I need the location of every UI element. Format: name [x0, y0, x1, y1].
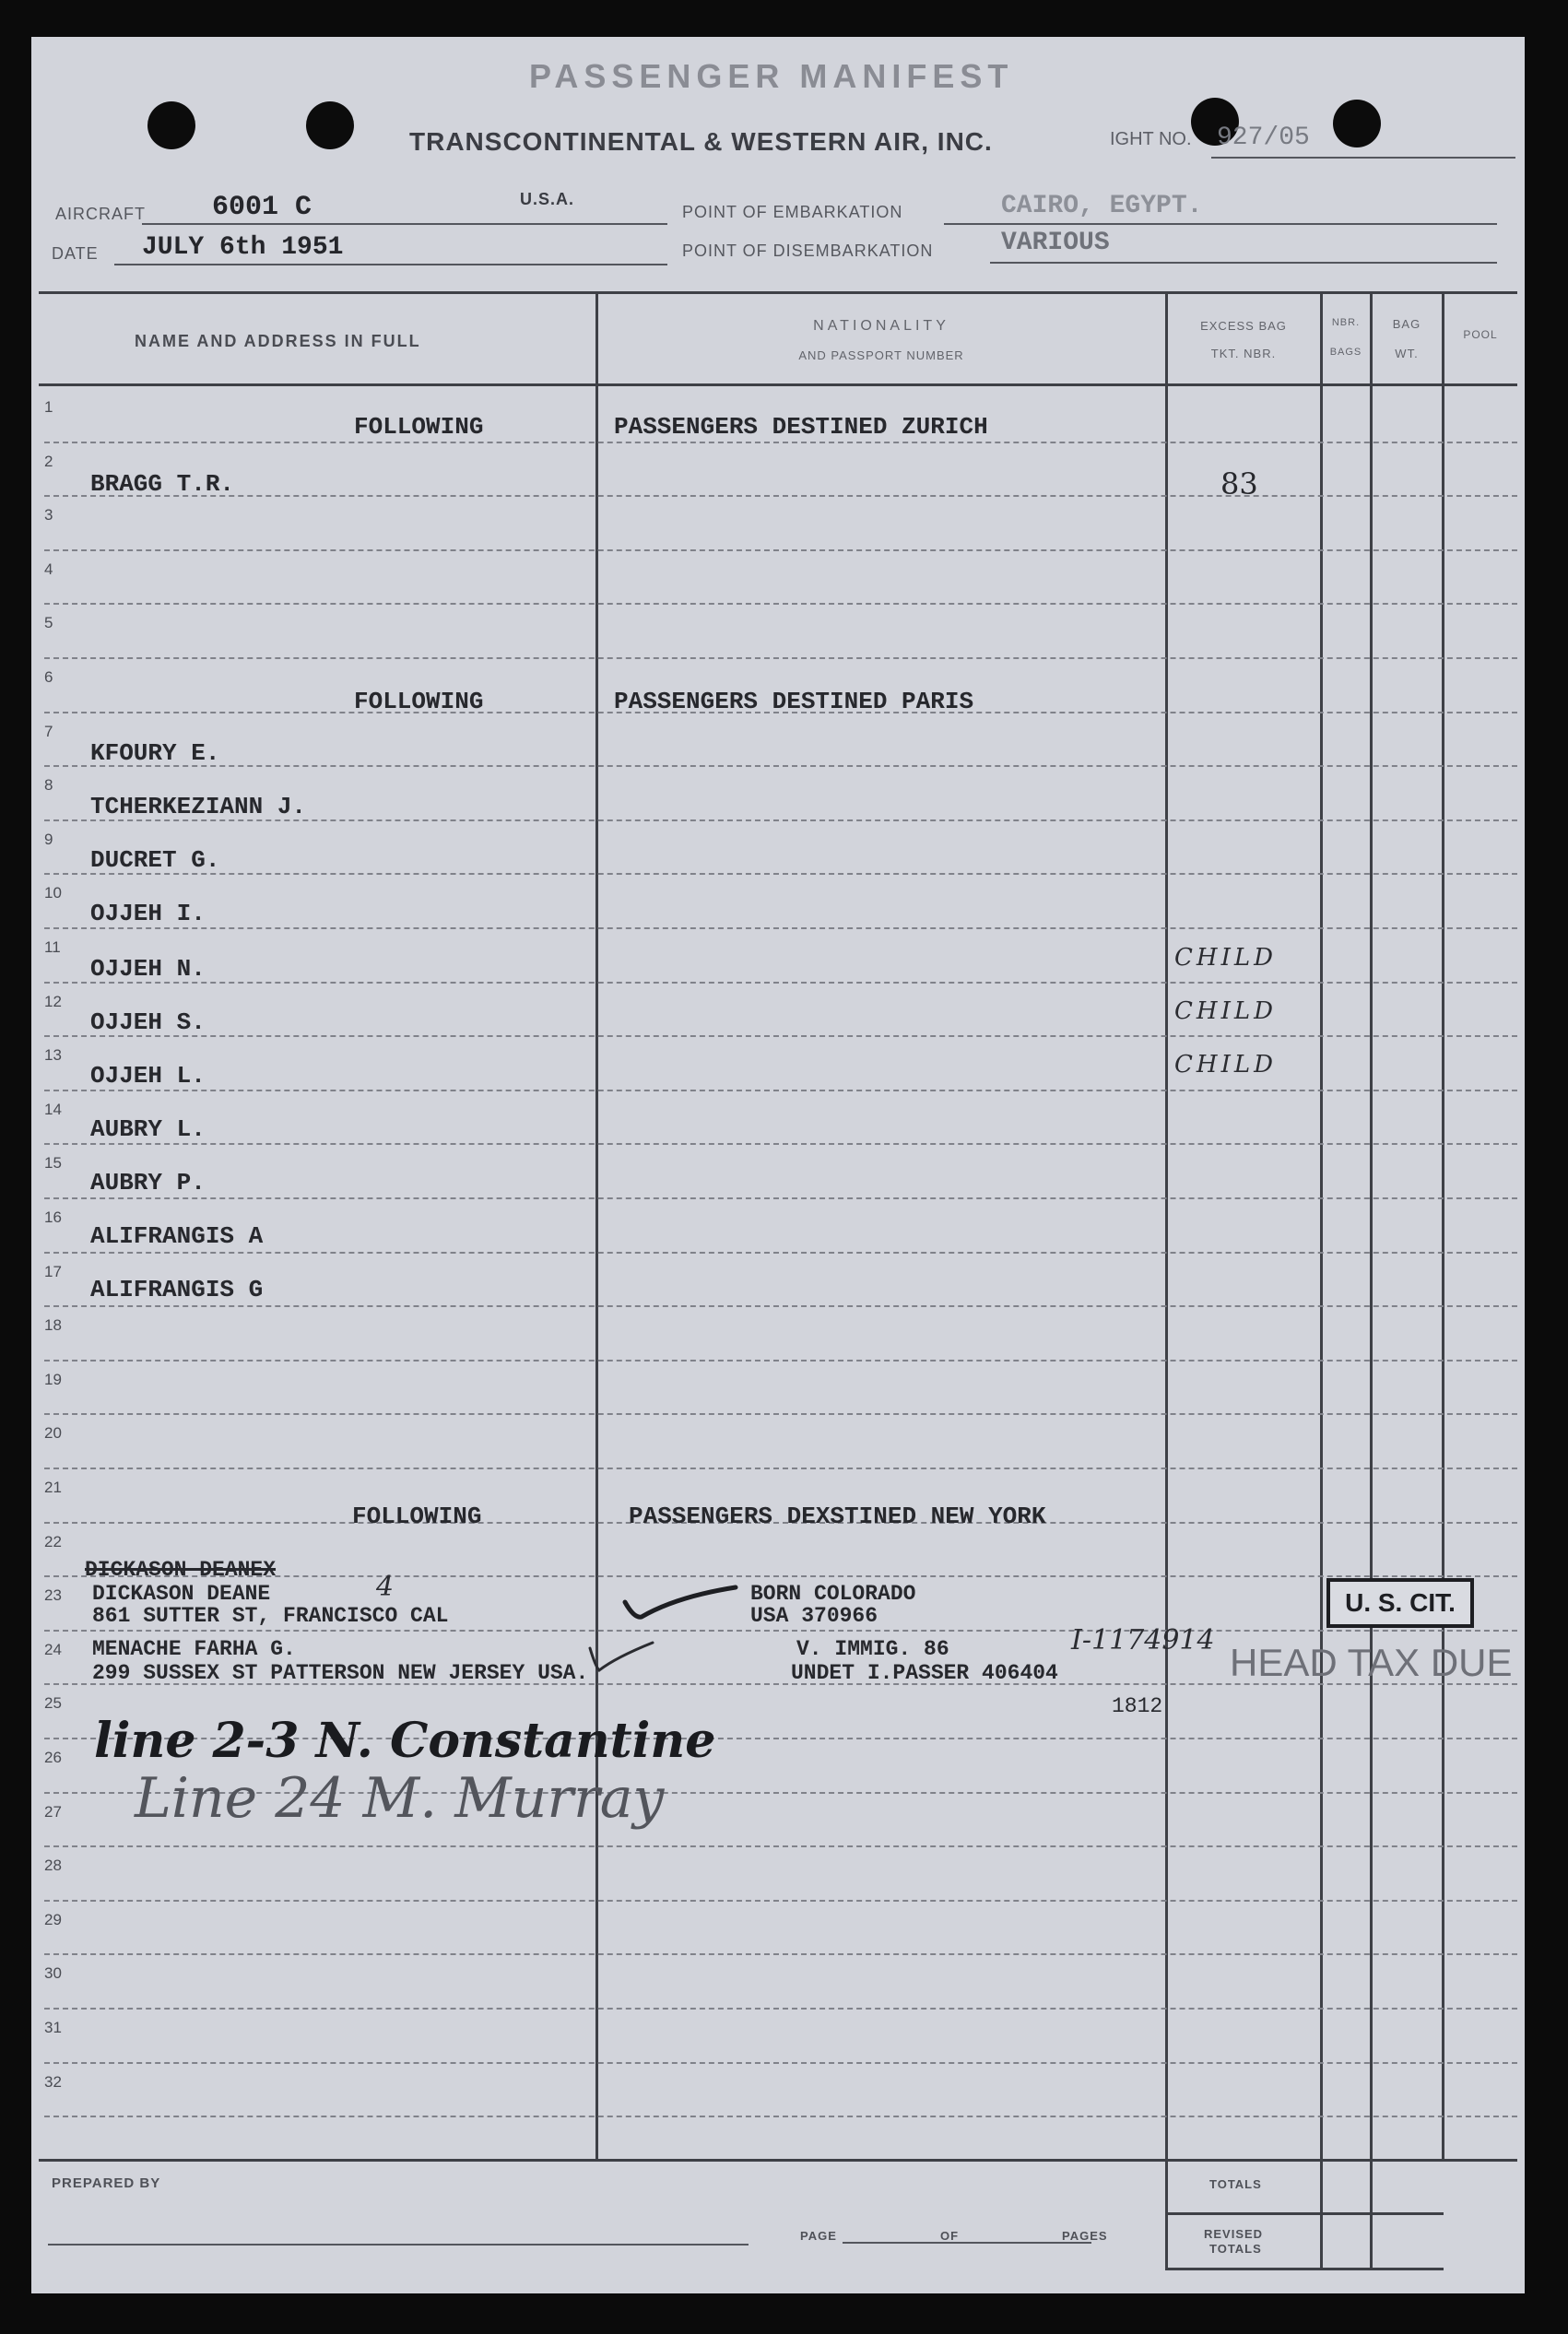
row-number: 20 [44, 1424, 62, 1443]
row-number: 27 [44, 1802, 62, 1821]
of-label: OF [940, 2229, 960, 2243]
row-line [44, 1252, 1517, 1254]
row-number: 6 [44, 668, 53, 686]
passenger-name: OJJEH N. [90, 955, 206, 983]
prepared-by-line [48, 2244, 749, 2246]
aircraft-value: 6001 C [212, 192, 312, 223]
passenger-name: AUBRY P. [90, 1169, 206, 1196]
usa-label: U.S.A. [520, 190, 575, 208]
col-divider-bag [1442, 293, 1444, 2159]
col-header-bag: BAG [1392, 317, 1421, 331]
row-number: 2 [44, 452, 53, 470]
row-line [44, 1413, 1517, 1415]
struck-name: DICKASON DEANEX [85, 1558, 277, 1582]
embarkation-label: POINT OF EMBARKATION [682, 203, 903, 221]
row-line [44, 1090, 1517, 1091]
passenger-excess-note: CHILD [1174, 997, 1277, 1025]
row-line [44, 873, 1517, 875]
row-line [44, 1305, 1517, 1307]
section-destination-newyork: PASSENGERS DEXSTINED NEW YORK [629, 1503, 1046, 1530]
row-number: 19 [44, 1370, 62, 1388]
row-number: 9 [44, 830, 53, 848]
section-following-newyork: FOLLOWING [352, 1503, 482, 1530]
head-tax-due-stamp: HEAD TAX DUE [1230, 1641, 1513, 1684]
row-line [44, 1360, 1517, 1362]
ny-passenger-1-address: 861 SUTTER ST, FRANCISCO CAL [92, 1604, 449, 1628]
row-number: 11 [44, 938, 61, 956]
row-number: 8 [44, 776, 53, 795]
punch-hole-4 [1333, 100, 1381, 147]
embarkation-value: CAIRO, EGYPT. [1001, 192, 1203, 220]
col-divider-nbr [1370, 293, 1373, 2269]
date-value: JULY 6th 1951 [142, 233, 344, 262]
passenger-name: TCHERKEZIANN J. [90, 793, 307, 820]
ny-passenger-1-nationality: BORN COLORADO [750, 1582, 916, 1606]
passenger-name: OJJEH I. [90, 900, 206, 927]
row-number: 14 [44, 1100, 62, 1118]
ny-passenger-2-immigration-number: I-1174914 [1071, 1624, 1215, 1656]
page-title: PASSENGER MANIFEST [529, 57, 1014, 95]
check-mark-icon [584, 1639, 658, 1685]
row-number: 17 [44, 1262, 62, 1280]
row-line [44, 442, 1517, 443]
col-header-pool: POOL [1463, 328, 1498, 341]
row-number: 16 [44, 1208, 62, 1226]
totals-divider [1165, 2212, 1444, 2215]
col-divider-excess [1320, 293, 1323, 2269]
row-line [44, 2062, 1517, 2064]
ny-passenger-1-mark: 4 [376, 1571, 395, 1603]
us-citizen-stamp: U. S. CIT. [1326, 1578, 1474, 1628]
col-header-nationality: NATIONALITY [813, 318, 949, 334]
passenger-name: DUCRET G. [90, 846, 220, 874]
header-bottom-border [39, 383, 1517, 386]
row-line [44, 1197, 1517, 1199]
date-label: DATE [52, 244, 99, 263]
footer-bottom-border [1165, 2268, 1444, 2270]
row-number: 29 [44, 1910, 62, 1928]
signature-line-23: line 2-3 N. Constantine [94, 1713, 716, 1769]
row-number: 21 [44, 1479, 62, 1496]
row-number: 13 [44, 1046, 62, 1065]
flight-underline [1211, 157, 1515, 159]
row-line [44, 765, 1517, 767]
passenger-name: AUBRY L. [90, 1115, 206, 1143]
passenger-name: ALIFRANGIS A [90, 1222, 264, 1250]
ny-passenger-2-address: 299 SUSSEX ST PATTERSON NEW JERSEY USA. [92, 1661, 589, 1685]
ny-passenger-2-immigration: V. IMMIG. 86 [796, 1637, 949, 1661]
row-line [44, 1143, 1517, 1145]
manifest-page [31, 37, 1525, 2293]
page-label: PAGE [800, 2229, 837, 2243]
row-number: 25 [44, 1694, 62, 1713]
passenger-excess-note: CHILD [1174, 944, 1277, 972]
row-line [44, 603, 1517, 605]
row-number: 23 [44, 1586, 62, 1605]
airline-name: TRANSCONTINENTAL & WESTERN AIR, INC. [409, 127, 993, 156]
revised-label: REVISED [1204, 2227, 1264, 2241]
punch-hole-1 [147, 101, 195, 149]
col-header-bag-sub: WT. [1395, 347, 1419, 360]
row-number: 32 [44, 2072, 62, 2091]
row-number: 1 [44, 398, 53, 416]
passenger-excess-value: 83 [1220, 466, 1258, 501]
passenger-name: ALIFRANGIS G [90, 1276, 264, 1303]
ny-passenger-2-passer: UNDET I.PASSER 406404 [791, 1661, 1058, 1685]
col-header-nbr-sub: BAGS [1329, 347, 1362, 358]
row-line [44, 1845, 1517, 1847]
passenger-excess-note: CHILD [1174, 1051, 1277, 1079]
row-number: 31 [44, 2019, 62, 2036]
col-header-excess-sub: TKT. NBR. [1210, 347, 1277, 360]
table-top-border [39, 291, 1517, 294]
passenger-name: BRAGG T.R. [90, 470, 235, 498]
ny-passenger-2-code: 1812 [1112, 1694, 1163, 1718]
col-divider-name [595, 293, 598, 2159]
embarkation-underline [944, 223, 1497, 225]
signature-line-24: Line 24 M. Murray [135, 1766, 665, 1831]
row-line [44, 657, 1517, 659]
aircraft-label: AIRCRAFT [55, 205, 146, 223]
col-header-name: NAME AND ADDRESS IN FULL [135, 332, 421, 350]
row-number: 28 [44, 1857, 62, 1875]
disembarkation-label: POINT OF DISEMBARKATION [682, 242, 934, 260]
col-header-nationality-sub: AND PASSPORT NUMBER [798, 348, 964, 362]
row-line [44, 1035, 1517, 1037]
passenger-name: KFOURY E. [90, 739, 220, 767]
row-line [44, 927, 1517, 929]
prepared-by-label: PREPARED BY [52, 2175, 161, 2191]
row-line [44, 1630, 1517, 1632]
aircraft-underline [142, 223, 667, 225]
section-destination-paris: PASSENGERS DESTINED PARIS [614, 688, 974, 715]
row-number: 24 [44, 1640, 62, 1658]
row-line [44, 549, 1517, 551]
row-number: 30 [44, 1964, 62, 1983]
totals-label: TOTALS [1209, 2177, 1262, 2191]
row-number: 18 [44, 1316, 62, 1335]
row-number: 3 [44, 506, 53, 525]
flight-no-value: 927/05 [1217, 124, 1310, 152]
row-number: 4 [44, 560, 53, 578]
row-line [44, 495, 1517, 497]
row-line [44, 982, 1517, 984]
row-line [44, 2116, 1517, 2117]
col-header-excess: EXCESS BAG [1200, 319, 1287, 333]
row-line [44, 1953, 1517, 1955]
passenger-name: OJJEH S. [90, 1008, 206, 1036]
row-number: 7 [44, 722, 53, 740]
row-line [44, 2008, 1517, 2010]
footer-top-border [39, 2159, 1517, 2162]
section-following-paris: FOLLOWING [354, 688, 484, 715]
section-destination-zurich: PASSENGERS DESTINED ZURICH [614, 413, 988, 441]
date-underline [114, 264, 667, 265]
pages-label: PAGES [1062, 2229, 1108, 2243]
check-mark-icon [621, 1582, 741, 1628]
col-header-nbr: NBR. [1331, 317, 1361, 328]
row-number: 10 [44, 884, 62, 902]
row-line [44, 1468, 1517, 1469]
punch-hole-2 [306, 101, 354, 149]
row-number: 12 [44, 992, 62, 1010]
ny-passenger-1-name: DICKASON DEANE [92, 1582, 271, 1606]
flight-no-label: IGHT NO. [1110, 129, 1192, 149]
passenger-name: OJJEH L. [90, 1062, 206, 1090]
row-number: 5 [44, 614, 53, 632]
section-following-zurich: FOLLOWING [354, 413, 484, 441]
row-line [44, 1900, 1517, 1902]
ny-passenger-2-name: MENACHE FARHA G. [92, 1637, 296, 1661]
ny-passenger-1-passport: USA 370966 [750, 1604, 878, 1628]
row-number: 22 [44, 1532, 62, 1550]
row-number: 15 [44, 1154, 62, 1173]
row-number: 26 [44, 1749, 62, 1766]
col-divider-nationality [1165, 293, 1168, 2269]
disembarkation-underline [990, 262, 1497, 264]
disembarkation-value: VARIOUS [1001, 229, 1110, 257]
revised-totals-label: TOTALS [1209, 2242, 1262, 2256]
